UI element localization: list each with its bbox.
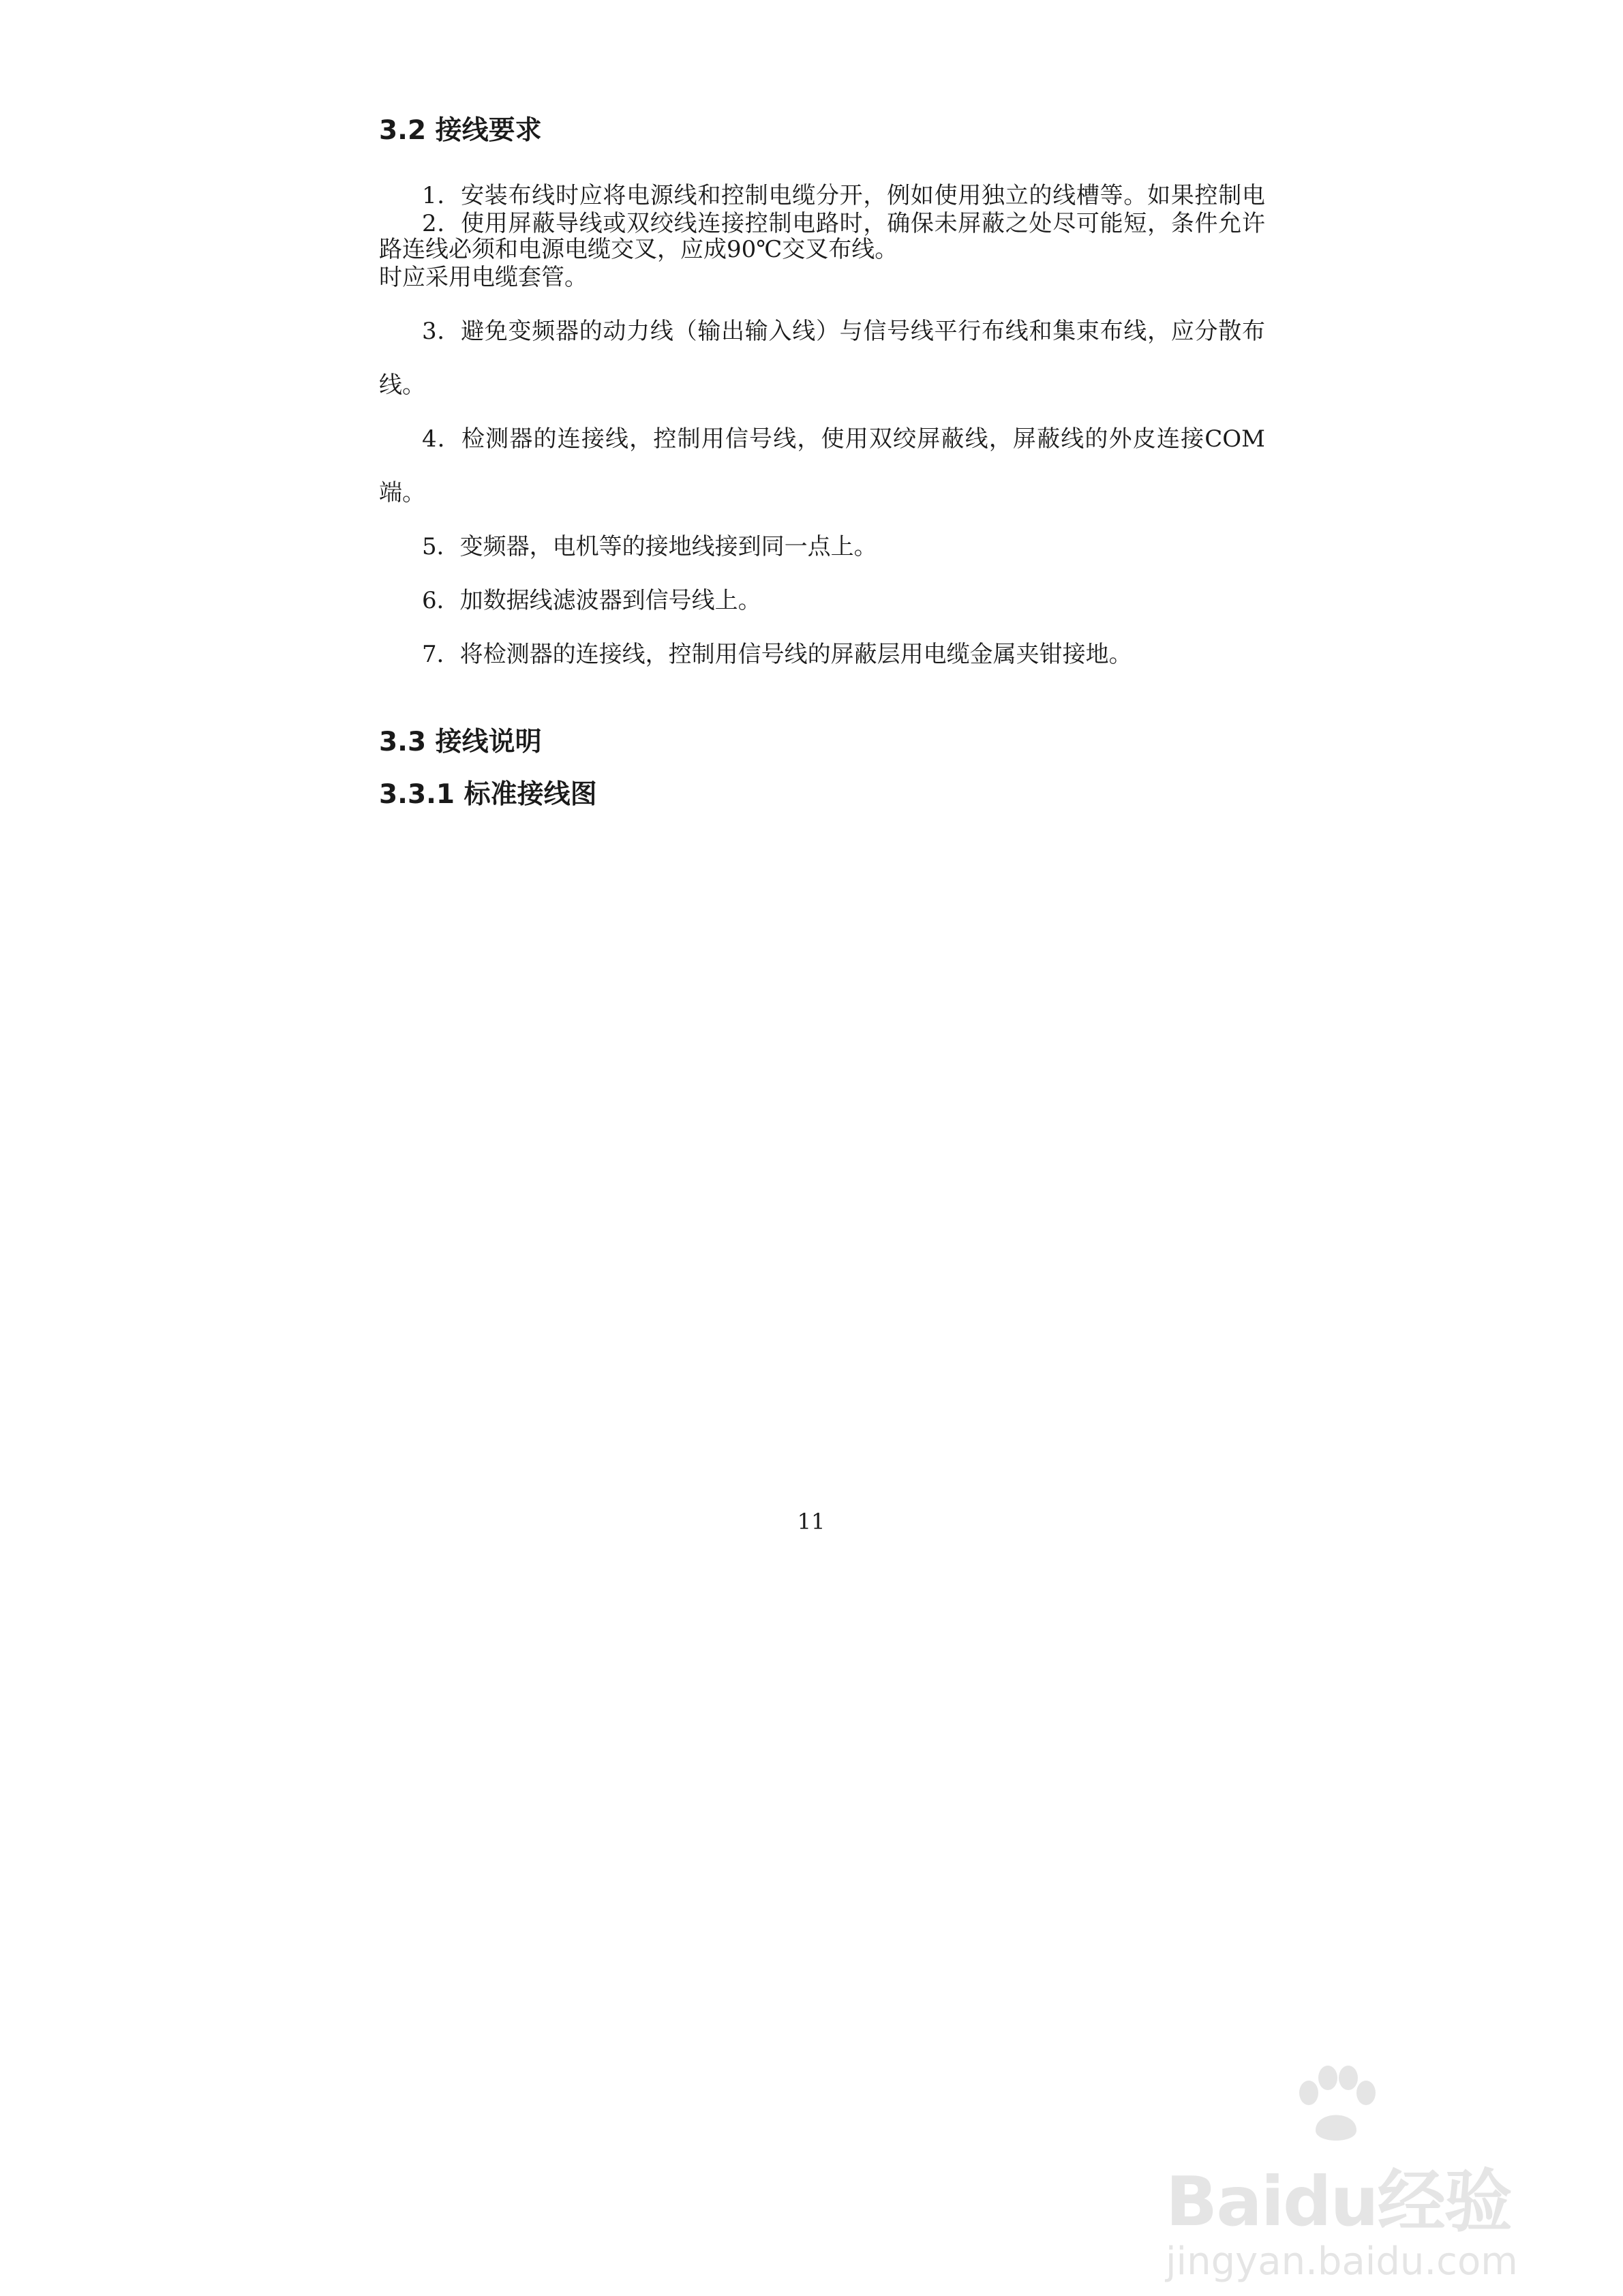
section-heading-3-3: 3.3 接线说明 — [379, 727, 542, 757]
baidu-watermark — [1166, 2066, 1547, 2284]
section-heading-3-3-1: 3.3.1 标准接线图 — [379, 779, 597, 810]
requirement-item-3: 3．避免变频器的动力线（输出输入线）与信号线平行布线和集束布线，应分散布线。 — [379, 318, 1265, 399]
requirement-item-6: 6．加数据线滤波器到信号线上。 — [422, 587, 761, 614]
watermark-logo-text: Baidu经验 — [1166, 2162, 1511, 2241]
page-number: 11 — [797, 1509, 825, 1535]
paw-icon — [1288, 2066, 1384, 2147]
requirement-item-4: 4．检测器的连接线，控制用信号线，使用双绞屏蔽线，屏蔽线的外皮连接COM端。 — [379, 425, 1265, 507]
requirement-item-1: 1．安装布线时应将电源线和控制电缆分开，例如使用独立的线槽等。如果控制电路连线必须和电源电缆交叉，应成90℃交叉布线。 — [379, 182, 1265, 263]
requirement-item-2: 2．使用屏蔽导线或双绞线连接控制电路时，确保未屏蔽之处尽可能短，条件允许时应采用电缆套管。 — [379, 210, 1265, 291]
requirement-item-5: 5．变频器，电机等的接地线接到同一点上。 — [422, 533, 877, 560]
section-heading-3-2: 3.2 接线要求 — [379, 115, 542, 146]
watermark-url: jingyan.baidu.com — [1166, 2239, 1518, 2284]
requirement-item-7: 7．将检测器的连接线，控制用信号线的屏蔽层用电缆金属夹钳接地。 — [422, 641, 1132, 668]
